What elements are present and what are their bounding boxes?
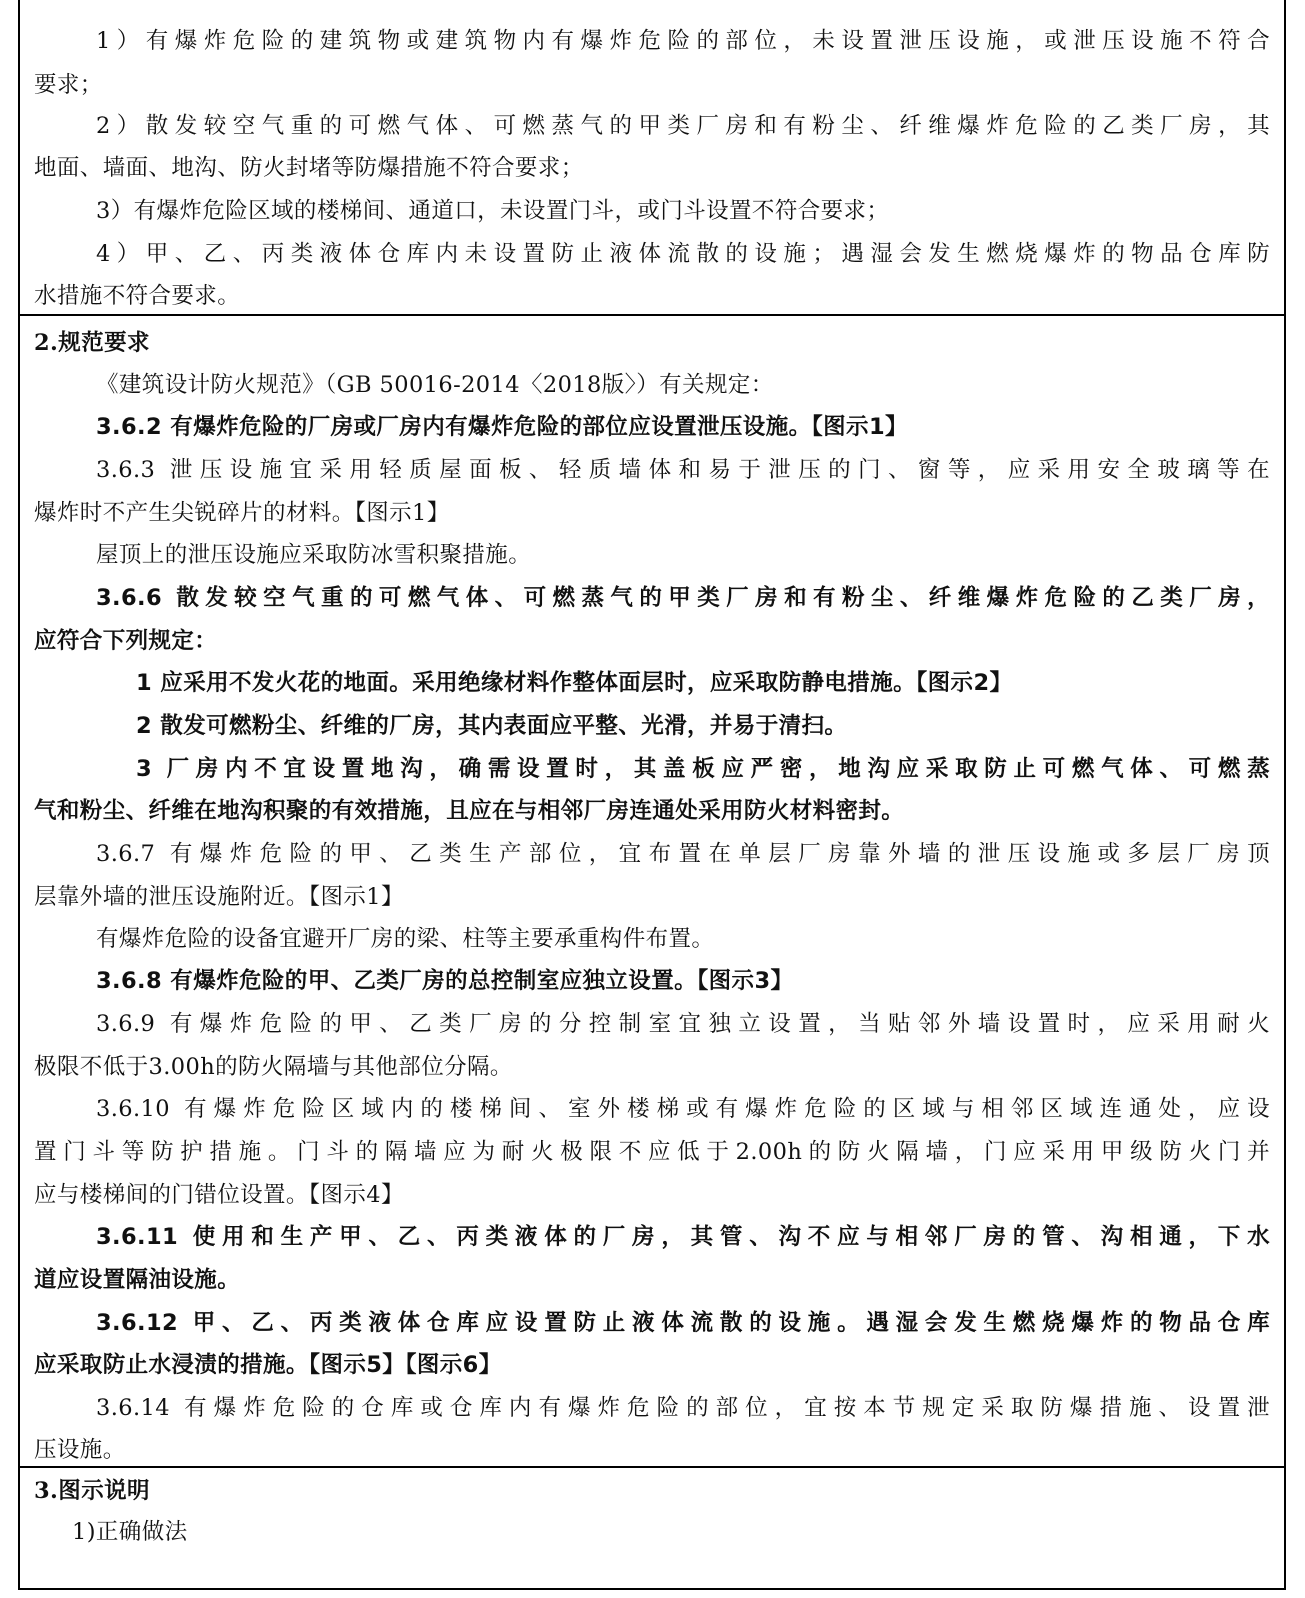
clause-3-6-14-line-1: 3.6.14 有爆炸危险的仓库或仓库内有爆炸危险的部位，宜按本节规定采取防爆措施、设置泄 (96, 1395, 1270, 1421)
problem-item-1-line-2: 要求； (34, 72, 103, 98)
clause-3-6-3-line-1: 3.6.3 泄压设施宜采用轻质屋面板、轻质墙体和易于泄压的门、窗等，应采用安全玻璃等在 (96, 457, 1270, 483)
clause-3-6-6-item-3-line-2: 气和粉尘、纤维在地沟积聚的有效措施，且应在与相邻厂房连通处采用防火材料密封。 (34, 798, 905, 824)
section-heading-regulations: 2.规范要求 (34, 330, 150, 356)
clause-3-6-12-line-2: 应采取防止水浸渍的措施。【图示5】【图示6】 (34, 1352, 502, 1378)
clause-3-6-10-line-2: 置门斗等防护措施。门斗的隔墙应为耐火极限不应低于2.00h的防火隔墙，门应采用甲级防火门并 (34, 1139, 1270, 1165)
clause-3-6-9-line-2: 极限不低于3.00h的防火隔墙与其他部位分隔。 (34, 1054, 513, 1080)
clause-3-6-7-line-1: 3.6.7 有爆炸危险的甲、乙类生产部位，宜布置在单层厂房靠外墙的泄压设施或多层厂房顶 (96, 841, 1270, 867)
clause-3-6-6-line-1: 3.6.6 散发较空气重的可燃气体、可燃蒸气的甲类厂房和有粉尘、纤维爆炸危险的乙类厂房， (96, 585, 1270, 611)
clause-3-6-6-item-2: 2 散发可燃粉尘、纤维的厂房，其内表面应平整、光滑，并易于清扫。 (136, 713, 848, 739)
clause-3-6-7-line-2: 层靠外墙的泄压设施附近。【图示1】 (34, 884, 404, 910)
problem-item-2-line-2: 地面、墙面、地沟、防火封堵等防爆措施不符合要求； (34, 155, 584, 181)
clause-3-6-14-line-2: 压设施。 (34, 1437, 126, 1463)
clause-3-6-2: 3.6.2 有爆炸危险的厂房或厂房内有爆炸危险的部位应设置泄压设施。【图示1】 (96, 414, 908, 440)
problem-item-2-line-1: 2）散发较空气重的可燃气体、可燃蒸气的甲类厂房和有粉尘、纤维爆炸危险的乙类厂房，其 (96, 113, 1270, 139)
clause-3-6-9-line-1: 3.6.9 有爆炸危险的甲、乙类厂房的分控制室宜独立设置，当贴邻外墙设置时，应采用耐火 (96, 1011, 1270, 1037)
regulation-intro: 《建筑设计防火规范》（GB 50016-2014〈2018版〉）有关规定： (96, 372, 774, 398)
problem-item-3: 3）有爆炸危险区域的楼梯间、通道口，未设置门斗，或门斗设置不符合要求； (96, 198, 890, 224)
clause-3-6-10-line-1: 3.6.10 有爆炸危险区域内的楼梯间、室外楼梯或有爆炸危险的区域与相邻区域连通处，应设 (96, 1096, 1270, 1122)
clause-3-6-8: 3.6.8 有爆炸危险的甲、乙类厂房的总控制室应独立设置。【图示3】 (96, 968, 794, 994)
regulation-cell (20, 314, 1284, 1466)
clause-3-6-6-item-3-line-1: 3 厂房内不宜设置地沟，确需设置时，其盖板应严密，地沟应采取防止可燃气体、可燃蒸 (136, 756, 1270, 782)
problem-list-cell (20, 0, 1284, 314)
problem-item-4-line-2: 水措施不符合要求。 (34, 283, 241, 309)
correct-practice-label: 1)正确做法 (72, 1519, 188, 1545)
illustration-cell (20, 1466, 1284, 1588)
document-table (18, 0, 1286, 1590)
clause-3-6-6-item-1: 1 应采用不发火花的地面。采用绝缘材料作整体面层时，应采取防静电措施。【图示2】 (136, 670, 1013, 696)
clause-3-6-11-line-1: 3.6.11 使用和生产甲、乙、丙类液体的厂房，其管、沟不应与相邻厂房的管、沟相通，下水 (96, 1224, 1270, 1250)
section-heading-illustrations: 3.图示说明 (34, 1478, 150, 1504)
clause-3-6-3-line-2: 爆炸时不产生尖锐碎片的材料。【图示1】 (34, 500, 450, 526)
clause-3-6-7-line-3: 有爆炸危险的设备宜避开厂房的梁、柱等主要承重构件布置。 (96, 926, 715, 952)
clause-3-6-11-line-2: 道应设置隔油设施。 (34, 1267, 241, 1293)
problem-item-1-line-1: 1）有爆炸危险的建筑物或建筑物内有爆炸危险的部位，未设置泄压设施，或泄压设施不符合 (96, 28, 1270, 54)
problem-item-4-line-1: 4）甲、乙、丙类液体仓库内未设置防止液体流散的设施；遇湿会发生燃烧爆炸的物品仓库防 (96, 241, 1270, 267)
clause-3-6-12-line-1: 3.6.12 甲、乙、丙类液体仓库应设置防止液体流散的设施。遇湿会发生燃烧爆炸的物品仓库 (96, 1310, 1270, 1336)
clause-3-6-3-line-3: 屋顶上的泄压设施应采取防冰雪积聚措施。 (96, 542, 532, 568)
clause-3-6-10-line-3: 应与楼梯间的门错位设置。【图示4】 (34, 1182, 404, 1208)
clause-3-6-6-line-2: 应符合下列规定： (34, 628, 218, 654)
